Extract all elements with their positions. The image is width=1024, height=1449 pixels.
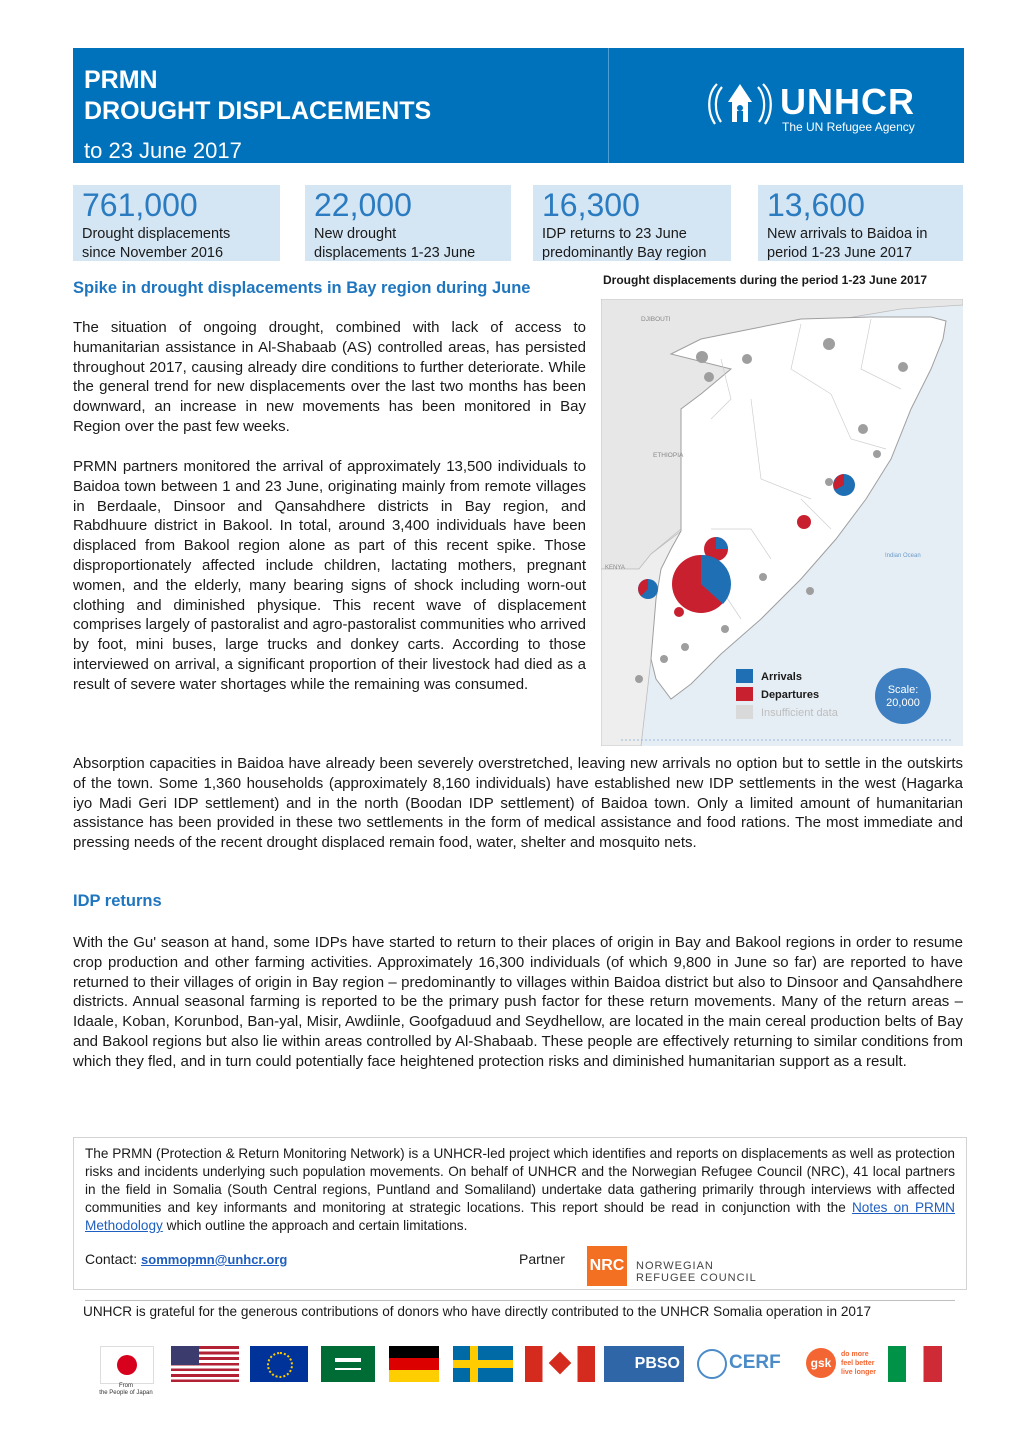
gsk-tagline-line: do more [841, 1351, 869, 1358]
gsk-mark: gsk [806, 1348, 836, 1378]
contact-email-link[interactable]: sommopmn@unhcr.org [141, 1252, 288, 1267]
stat-value: 16,300 [542, 187, 640, 223]
japan-caption-line: From [119, 1383, 133, 1389]
prmn-text-end: which outline the approach and certain limitations. [162, 1218, 468, 1233]
stat-desc-line: IDP returns to 23 June [542, 226, 687, 242]
paragraph-absorption: Absorption capacities in Baidoa have already been severely overstretched, leaving new arrivals no option but to settle in the outskirts of the town. Some 1,360 households (approximately 8,160 individuals) have established new IDP settlements in the west (Hagarka iyo Madi Geri IDP settlement) and in the north (Boodan IDP settlement) of Baidoa town. Only a limited amount of humanitarian assistance has been provided in these two settlements in the form of medical assistance and food rations. The most immediate and pressing needs of the recent drought displaced remain food, water, shelter and mosquito nets. [73, 755, 963, 852]
stat-description [314, 225, 475, 263]
japan-caption [86, 1383, 166, 1397]
stat-description [542, 225, 706, 263]
stat-description [82, 225, 230, 263]
contact-label: Contact: [85, 1251, 142, 1267]
flag-japan-icon [100, 1346, 154, 1384]
paragraph-situation: The situation of ongoing drought, combined with lack of access to humanitarian assistance in Al-Shabaab (AS) controlled areas, has persisted throughout 2017, causing already dire conditions to further deteriorate. While the general trend for new displacements over the last two months has been downward, an increase in new movements has been monitored in Bay Region over the past few weeks. [73, 319, 586, 435]
header-divider [608, 48, 609, 163]
gsk-tagline-line: feel better [841, 1360, 875, 1367]
section-heading-idp-returns: IDP returns [73, 892, 162, 910]
map-label-ocean: Indian Ocean [885, 553, 921, 559]
stat-box-baidoa-arrivals [758, 185, 963, 261]
stat-desc-line: Drought displacements [82, 226, 231, 242]
methodology-link[interactable]: Notes on PRMN Methodology [85, 1200, 955, 1233]
cerf-logo-icon [695, 1346, 795, 1382]
flag-sweden-icon [453, 1346, 513, 1382]
displacement-map [601, 299, 963, 746]
flag-germany-icon [389, 1346, 439, 1382]
legend-swatch-arrivals [736, 669, 753, 683]
scale-label: Scale: [887, 684, 919, 696]
stat-description [767, 225, 927, 263]
flag-italy-icon [888, 1346, 942, 1382]
donor-divider [85, 1300, 955, 1301]
stat-desc-line: New arrivals to Baidoa in [767, 226, 928, 242]
flag-saudi-arabia-icon [321, 1346, 375, 1382]
partner-label: Partner [519, 1251, 565, 1267]
legend-insufficient: Insufficient data [761, 707, 838, 719]
legend-departures: Departures [761, 689, 820, 701]
legend-arrivals: Arrivals [761, 671, 802, 683]
gsk-logo-icon [806, 1346, 880, 1382]
pbso-logo-icon: PBSO [604, 1346, 684, 1382]
stat-value: 761,000 [82, 187, 198, 223]
flag-eu-icon [250, 1346, 308, 1382]
stat-box-total-displacements [73, 185, 280, 261]
map-label-djibouti: DJIBOUTI [641, 316, 671, 323]
stat-desc-line: since November 2016 [82, 245, 224, 261]
scale-circle [875, 668, 931, 724]
stat-desc-line: New drought [314, 226, 397, 242]
unhcr-logo-text: UNHCR [780, 81, 915, 122]
gsk-tagline-line: live longer [841, 1369, 877, 1376]
report-header [73, 48, 964, 163]
header-title-line2: DROUGHT DISPLACEMENTS [84, 97, 432, 125]
donor-acknowledgement: UNHCR is grateful for the generous contributions of donors who have directly contributed to the UNHCR Somalia operation in 2017 [83, 1304, 872, 1319]
stat-box-new-displacements [305, 185, 511, 261]
header-title-line1: PRMN [84, 66, 158, 94]
somalia-map [601, 299, 963, 746]
unhcr-emblem-icon [707, 78, 773, 132]
stat-value: 22,000 [314, 187, 412, 223]
stat-box-idp-returns [533, 185, 731, 261]
cerf-text: CERF [729, 1352, 781, 1373]
japan-caption-line: the People of Japan [99, 1390, 153, 1396]
contact-line [85, 1251, 287, 1267]
header-date: to 23 June 2017 [84, 138, 242, 163]
section-heading-spike: Spike in drought displacements in Bay region during June [73, 279, 531, 297]
prmn-text: The PRMN (Protection & Return Monitoring Network) is a UNHCR-led project which identifies and reports on displacements as well as protection risks and incidents underlying such population movements. On behalf of UNHCR and the Norwegian Refugee Council (NRC), 41 local partners in the field in Somalia (South Central regions, Puntland and Somaliland) undertake data gathering primarily through interviews with affected communities and key informants and monitoring at strategic locations. This report should be read in conjunction with the [85, 1146, 955, 1215]
stat-desc-line: displacements 1-23 June [314, 245, 476, 261]
nrc-name-line: REFUGEE COUNCIL [636, 1272, 757, 1284]
nrc-name-line: NORWEGIAN [636, 1260, 714, 1272]
prmn-description [85, 1145, 955, 1235]
scale-value: 20,000 [886, 697, 920, 709]
nrc-logo: NRC [587, 1246, 627, 1286]
flag-canada-icon [525, 1346, 595, 1382]
gsk-tagline [841, 1350, 876, 1377]
unhcr-logo-tagline: The UN Refugee Agency [782, 120, 915, 134]
map-label-ethiopia: ETHIOPIA [653, 452, 684, 459]
paragraph-baidoa-arrivals: PRMN partners monitored the arrival of approximately 13,500 individuals to Baidoa town between 1 and 23 June, originating mainly from remote villages in Berdaale, Dinsoor and Qansahdhere districts in Bay region, and Rabdhuure district in Bakool. In total, around 3,400 individuals have been displaced from Bakool region alone as part of this recent spike. Those disproportionately affected include children, lactating mothers, pregnant women, and the elderly, many bearing signs of shock including worn-out clothing and diminished physique. This recent wave of displacement comprises largely of pastoralist and agro-pastoralist communities who arrived by foot, mini buses, large trucks and donkey carts. According to those interviewed on arrival, a significant proportion of their livestock had died as a result of severe water shortages while the remaining was consumed. [73, 458, 586, 693]
stat-desc-line: predominantly Bay region [542, 245, 707, 261]
nrc-name [636, 1260, 757, 1284]
stat-value: 13,600 [767, 187, 865, 223]
map-title: Drought displacements during the period 1-23 June 2017 [603, 273, 928, 287]
legend-swatch-departures [736, 687, 753, 701]
stat-desc-line: period 1-23 June 2017 [767, 245, 913, 261]
flag-usa-icon [171, 1346, 239, 1382]
paragraph-returns: With the Gu' season at hand, some IDPs have started to return to their places of origin in Bay and Bakool regions in order to resume crop production and other farming activities. Approximately 16,300 individuals (of which 9,800 in June so far) are reported to have returned to their villages of origin in Bay region – predominantly to villages within Baidoa district but also to Dinsoor and Qansahdhere districts. Annual seasonal farming is reported to be the primary push factor for these return movements. Many of the return areas – Idaale, Koban, Korunbod, Ban-yal, Misir, Awdiinle, Goofgaduud and Seydhellow, are located in the main cereal production belts of Bay and Bakool regions but also lie within areas controlled by Al-Shabaab. These people are effectively returning to similar conditions from which they fled, and in turn could potentially face heightened protection risks and diminished humanitarian support as a result. [73, 934, 963, 1070]
map-label-kenya: KENYA [605, 565, 625, 571]
legend-swatch-insufficient [736, 705, 753, 719]
